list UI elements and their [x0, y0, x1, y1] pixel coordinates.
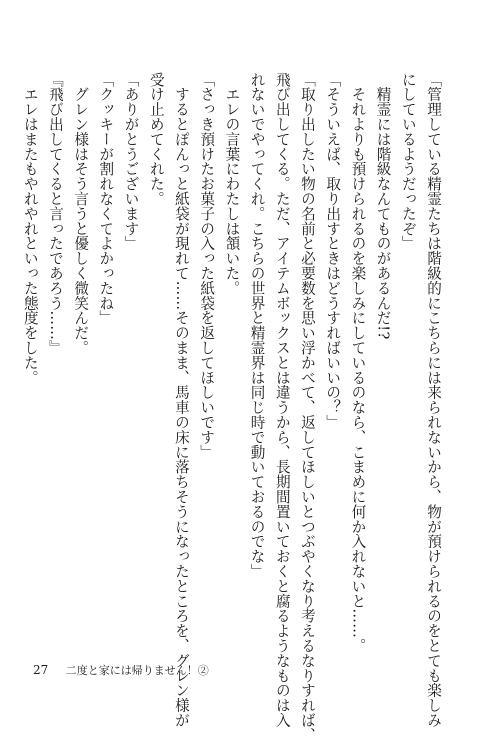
text-line: 「そういえば、取り出すときはどうすればいいの？」 — [324, 72, 342, 430]
text-line: 「さっき預けたお菓子の入った紙袋を返してほしいです」 — [198, 72, 216, 460]
text-line: エレの言葉にわたしは頷いた。 — [223, 72, 241, 296]
text-line: 受け止めてくれた。 — [147, 72, 165, 207]
text-line: するとぽんっと紙袋が現れて……そのまま、馬車の床に落ちそうになったところを、グレン様が — [172, 72, 190, 728]
text-line: 『飛び出してくると言ったであろう……』 — [46, 72, 64, 356]
book-title: 二度と家には帰りません！② — [65, 664, 209, 677]
text-line: 「管理している精霊たちは階級的にこちらには来られないから、物が預けられるのをとても楽しみ — [425, 72, 442, 728]
text-line: 飛び出してくる。ただ、アイテムボックスとは違うから、長期間置いておくと腐るようなものは入 — [273, 72, 291, 728]
text-line: エレはまたもやれやれといった態度をした。 — [21, 72, 39, 385]
text-line: れないでやってくれ。こちらの世界と精霊界は同じ時で動いておるのでな」 — [248, 72, 266, 579]
text-line: 「取り出したい物の名前と必要数を思い浮かべて、返してほしいとつぶやくなり考えるなりすれば、 — [298, 72, 316, 743]
text-line: それよりも預けられるのを楽しみにしているのなら、こまめに何か入れないと……。 — [349, 72, 367, 654]
text-line: グレン様はそう言うと優しく微笑んだ。 — [72, 72, 90, 356]
page-footer — [33, 662, 209, 678]
text-line: 精霊には階級なんてものがあるんだ!? — [374, 72, 392, 340]
text-line: 「クッキーが割れなくてよかったね」 — [97, 72, 115, 326]
page-number: 27 — [33, 663, 49, 677]
text-line: にしているようだったぞ」 — [399, 72, 417, 251]
text-line: 「ありがとうございます」 — [122, 72, 140, 251]
